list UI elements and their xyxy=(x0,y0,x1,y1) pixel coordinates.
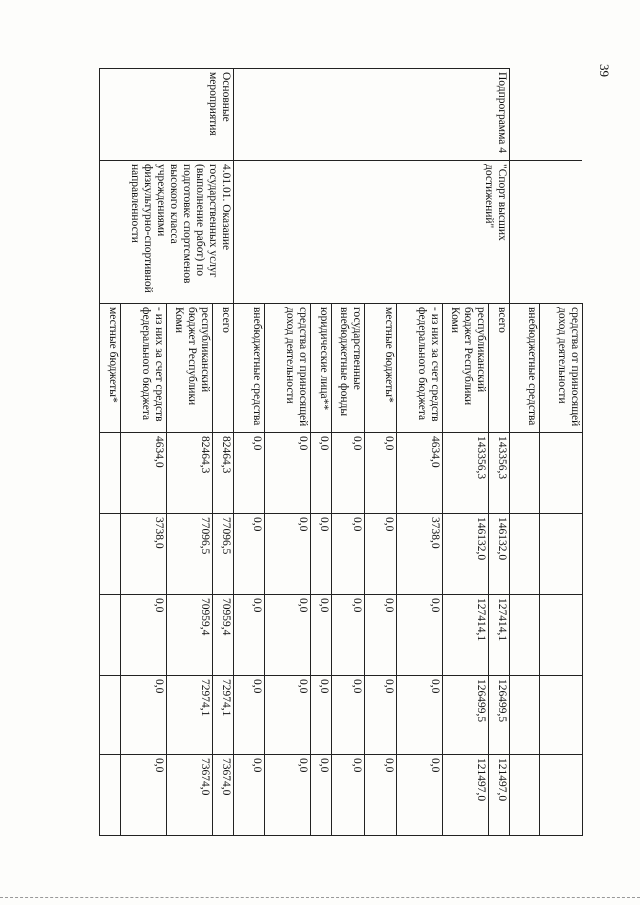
value-cell: 127414,1 xyxy=(443,595,489,676)
value-cell: 0,0 xyxy=(311,595,332,676)
funding-source-cell: республиканский бюджет Республики Коми xyxy=(443,304,489,433)
value-cell: 0,0 xyxy=(397,676,443,755)
budget-table xyxy=(99,68,583,836)
value-cell: 126499,5 xyxy=(489,676,510,755)
value-cell: 0,0 xyxy=(311,514,332,595)
funding-source-cell: всего xyxy=(489,304,510,433)
value-cell: 0,0 xyxy=(265,595,311,676)
rotated-table-container xyxy=(83,68,583,835)
empty-cell xyxy=(510,69,583,161)
value-cell: 146132,0 xyxy=(489,514,510,595)
value-cell xyxy=(540,676,583,755)
funding-source-cell: республиканский бюджет Республики Коми xyxy=(167,304,213,433)
value-cell: 121497,0 xyxy=(443,755,489,836)
value-cell: 0,0 xyxy=(234,676,265,755)
value-cell: 0,0 xyxy=(311,676,332,755)
value-cell: 82464,3 xyxy=(167,433,213,514)
funding-source-cell: средства от приносящей доход деятельности xyxy=(265,304,311,433)
value-cell: 3738,0 xyxy=(121,514,167,595)
page-number: 39 xyxy=(597,64,612,77)
value-cell: 0,0 xyxy=(332,595,365,676)
value-cell: 0,0 xyxy=(332,676,365,755)
value-cell xyxy=(510,676,540,755)
value-cell: 0,0 xyxy=(365,755,397,836)
value-cell xyxy=(510,433,540,514)
value-cell: 0,0 xyxy=(365,514,397,595)
funding-source-cell: внебюджетные средства xyxy=(234,304,265,433)
value-cell: 73674,0 xyxy=(167,755,213,836)
value-cell: 0,0 xyxy=(265,755,311,836)
value-cell: 0,0 xyxy=(121,595,167,676)
value-cell: 126499,5 xyxy=(443,676,489,755)
value-cell: 0,0 xyxy=(234,433,265,514)
value-cell xyxy=(540,433,583,514)
value-cell: 0,0 xyxy=(365,676,397,755)
value-cell: 0,0 xyxy=(311,755,332,836)
value-cell xyxy=(510,514,540,595)
value-cell: 143356,3 xyxy=(489,433,510,514)
value-cell: 82464,3 xyxy=(213,433,234,514)
subprogram-name-cell: "Спорт высших достижений" xyxy=(234,161,510,304)
empty-cell xyxy=(510,161,583,304)
value-cell: 0,0 xyxy=(234,595,265,676)
value-cell: 0,0 xyxy=(234,514,265,595)
table-row xyxy=(489,69,510,836)
value-cell: 0,0 xyxy=(332,433,365,514)
value-cell: 72974,1 xyxy=(167,676,213,755)
funding-source-cell: всего xyxy=(213,304,234,433)
funding-source-cell: - из них за счет средств федерального бюджета xyxy=(397,304,443,433)
value-cell xyxy=(540,755,583,836)
measure-name-cell: 4.01.01. Оказание государственных услуг (выполнение работ) по подготовке спортсменов высокого класса учреждениями физкультурно-спортивной направленности xyxy=(100,161,234,304)
value-cell xyxy=(100,433,121,514)
funding-source-cell: местные бюджеты* xyxy=(365,304,397,433)
table-row xyxy=(540,69,583,836)
value-cell xyxy=(540,595,583,676)
value-cell: 0,0 xyxy=(311,433,332,514)
funding-source-cell: внебюджетные средства xyxy=(510,304,540,433)
value-cell xyxy=(100,676,121,755)
value-cell: 0,0 xyxy=(121,755,167,836)
value-cell: 0,0 xyxy=(121,676,167,755)
value-cell xyxy=(510,595,540,676)
value-cell: 72974,1 xyxy=(213,676,234,755)
value-cell: 0,0 xyxy=(332,755,365,836)
value-cell: 0,0 xyxy=(265,676,311,755)
funding-source-cell: юридические лица** xyxy=(311,304,332,433)
funding-source-cell: местные бюджеты* xyxy=(100,304,121,433)
table-row xyxy=(213,69,234,836)
value-cell: 70959,4 xyxy=(167,595,213,676)
subprogram-label-cell: Подпрограмма 4 xyxy=(234,69,510,161)
value-cell: 77096,5 xyxy=(167,514,213,595)
value-cell: 0,0 xyxy=(397,755,443,836)
value-cell: 77096,5 xyxy=(213,514,234,595)
measure-label-cell: Основные мероприятия xyxy=(100,69,234,161)
value-cell: 73674,0 xyxy=(213,755,234,836)
value-cell: 0,0 xyxy=(365,433,397,514)
footer-divider xyxy=(0,897,640,899)
value-cell: 121497,0 xyxy=(489,755,510,836)
value-cell: 0,0 xyxy=(332,514,365,595)
value-cell: 127414,1 xyxy=(489,595,510,676)
funding-source-cell: государственные внебюджетные фонды xyxy=(332,304,365,433)
value-cell: 0,0 xyxy=(365,595,397,676)
funding-source-cell: - из них за счет средств федерального бюджета xyxy=(121,304,167,433)
value-cell xyxy=(100,755,121,836)
value-cell xyxy=(100,514,121,595)
funding-source-cell: средства от приносящей доход деятельности xyxy=(540,304,583,433)
value-cell xyxy=(510,755,540,836)
value-cell xyxy=(540,514,583,595)
value-cell: 0,0 xyxy=(234,755,265,836)
value-cell: 70959,4 xyxy=(213,595,234,676)
value-cell: 146132,0 xyxy=(443,514,489,595)
table-body xyxy=(100,69,583,836)
value-cell: 4634,0 xyxy=(397,433,443,514)
value-cell: 0,0 xyxy=(397,595,443,676)
value-cell: 143356,3 xyxy=(443,433,489,514)
value-cell xyxy=(100,595,121,676)
value-cell: 0,0 xyxy=(265,514,311,595)
value-cell: 4634,0 xyxy=(121,433,167,514)
value-cell: 3738,0 xyxy=(397,514,443,595)
value-cell: 0,0 xyxy=(265,433,311,514)
